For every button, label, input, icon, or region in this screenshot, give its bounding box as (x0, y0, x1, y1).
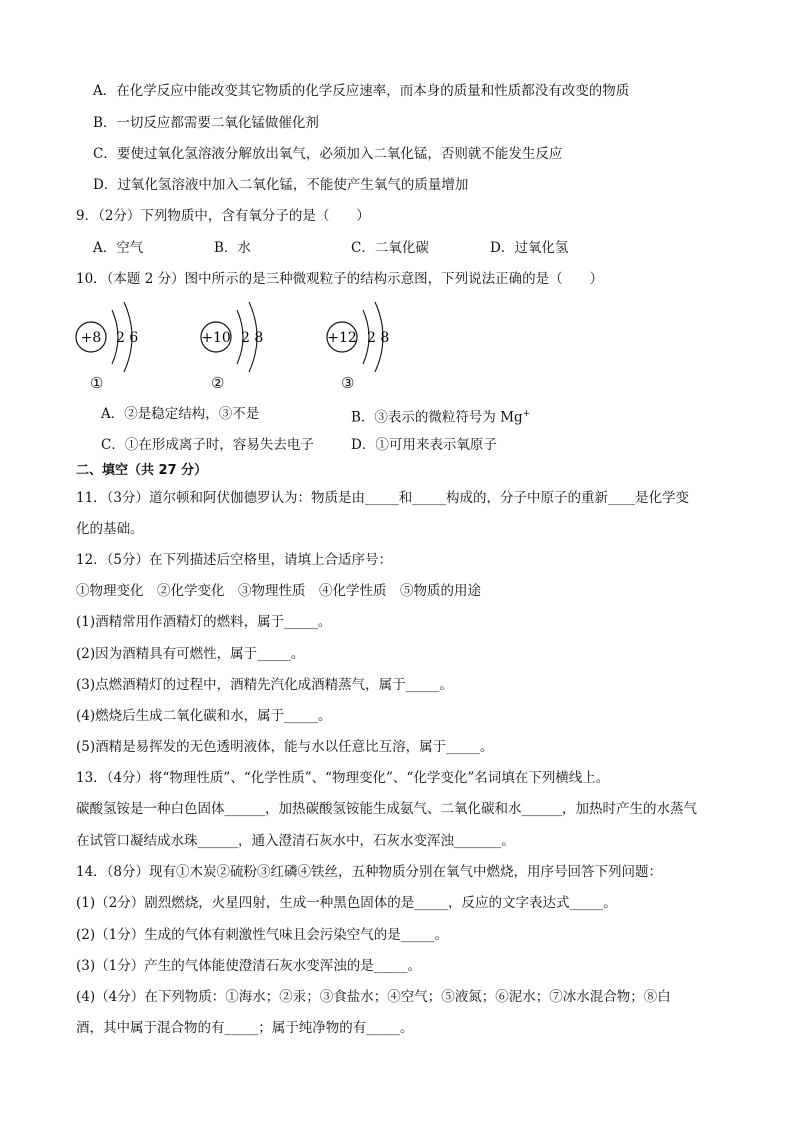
nucleus-charge: +10 (201, 330, 231, 346)
q13-stem: 13．（4分）将“物理性质”、“化学性质”、“物理变化”、“化学变化”名词填在下列横线上。 (76, 770, 610, 786)
electron-counts: 2 8 (367, 330, 390, 346)
electron-counts: 2 6 (116, 330, 139, 346)
q14-sub-3: (3)（1分）产生的气体能使澄清石灰水变浑浊的是_____。 (76, 958, 421, 974)
q8-option-b: B．一切反应都需要二氧化锰做催化剂 (93, 115, 319, 131)
q12-item-4: (4)燃烧后生成二氧化碳和水，属于_____。 (76, 708, 332, 724)
q8-option-c: C．要使过氧化氢溶液分解放出氧气，必须加入二氧化锰，否则就不能发生反应 (93, 146, 563, 162)
q12-stem: 12．（5分）在下列描述后空格里，请填上合适序号： (76, 552, 393, 568)
q12-item-1: (1)酒精常用作酒精灯的燃料，属于_____。 (76, 614, 332, 630)
nucleus-charge: +8 (80, 330, 102, 346)
q8-option-d: D．过氧化氢溶液中加入二氧化锰，不能使产生氧气的质量增加 (93, 177, 469, 193)
q11-line-2: 化的基础。 (76, 521, 144, 537)
q14-sub-4: (4)（4分）在下列物质：①海水；②汞；③食盐水；④空气；⑤液氮；⑥泥水；⑦冰水混合物；⑧白 (76, 989, 671, 1005)
q9-option-b: B．水 (214, 240, 251, 256)
q13-line-3: 在试管口凝结成水珠______，通入澄清石灰水中，石灰水变浑浊_______。 (76, 833, 515, 849)
atom-label-2: ② (211, 374, 225, 392)
q10-option-d: D．①可用来表示氧原子 (351, 437, 497, 453)
q11-line-1: 11．（3分）道尔顿和阿伏伽德罗认为：物质是由_____和_____构成的，分子中原子的重新____是化学变 (76, 490, 690, 506)
q10-option-c: C．①在形成离子时，容易失去电子 (101, 437, 314, 453)
q9-option-c: C．二氧化碳 (351, 240, 429, 256)
q12-item-5: (5)酒精是易挥发的无色透明液体，能与水以任意比互溶，属于_____。 (76, 739, 494, 755)
q9-stem: 9．（2分）下列物质中，含有氧分子的是（ ） (76, 208, 370, 224)
q9-option-a: A．空气 (93, 240, 144, 256)
q10-option-b: B．③表示的微粒符号为 Mg+ (351, 409, 531, 426)
atom-diagram-2 (199, 295, 299, 385)
q12-item-2: (2)因为酒精具有可燃性，属于_____。 (76, 646, 305, 662)
q10-option-a: A．②是稳定结构，③不是 (101, 406, 260, 422)
q12-item-3: (3)点燃酒精灯的过程中，酒精先汽化成酒精蒸气，属于_____。 (76, 677, 453, 693)
nucleus-charge: +12 (327, 330, 357, 346)
atom-label-3: ③ (341, 374, 355, 392)
atom-label-1: ① (90, 374, 104, 392)
q12-choices: ①物理变化 ②化学变化 ③物理性质 ④化学性质 ⑤物质的用途 (76, 583, 481, 599)
q14-sub-4-cont: 酒，其中属于混合物的有_____；属于纯净物的有_____。 (76, 1020, 414, 1036)
q14-stem: 14．（8分）现有①木炭②硫粉③红磷④铁丝，五种物质分别在氧气中燃烧，用序号回答下列问题： (76, 864, 663, 880)
q10-stem: 10．（本题 2 分）图中所示的是三种微观粒子的结构示意图，下列说法正确的是（ ） (76, 271, 604, 287)
section-heading: 二、填空（共 27 分） (76, 463, 208, 478)
q14-sub-1: (1)（2分）剧烈燃烧，火星四射，生成一种黑色固体的是_____，反应的文字表达式_____。 (76, 895, 617, 911)
q8-option-a: A．在化学反应中能改变其它物质的化学反应速率，而本身的质量和性质都没有改变的物质 (93, 83, 630, 99)
q9-option-d: D．过氧化氢 (490, 240, 569, 256)
q14-sub-2: (2)（1分）生成的气体有刺激性气味且会污染空气的是_____。 (76, 927, 448, 943)
atom-diagram-1 (74, 295, 174, 385)
atom-diagram-3 (325, 295, 425, 385)
q13-line-2: 碳酸氢铵是一种白色固体______，加热碳酸氢铵能生成氨气、二氧化碳和水______，加热时产生的水蒸气 (76, 801, 697, 817)
electron-counts: 2 8 (241, 330, 264, 346)
